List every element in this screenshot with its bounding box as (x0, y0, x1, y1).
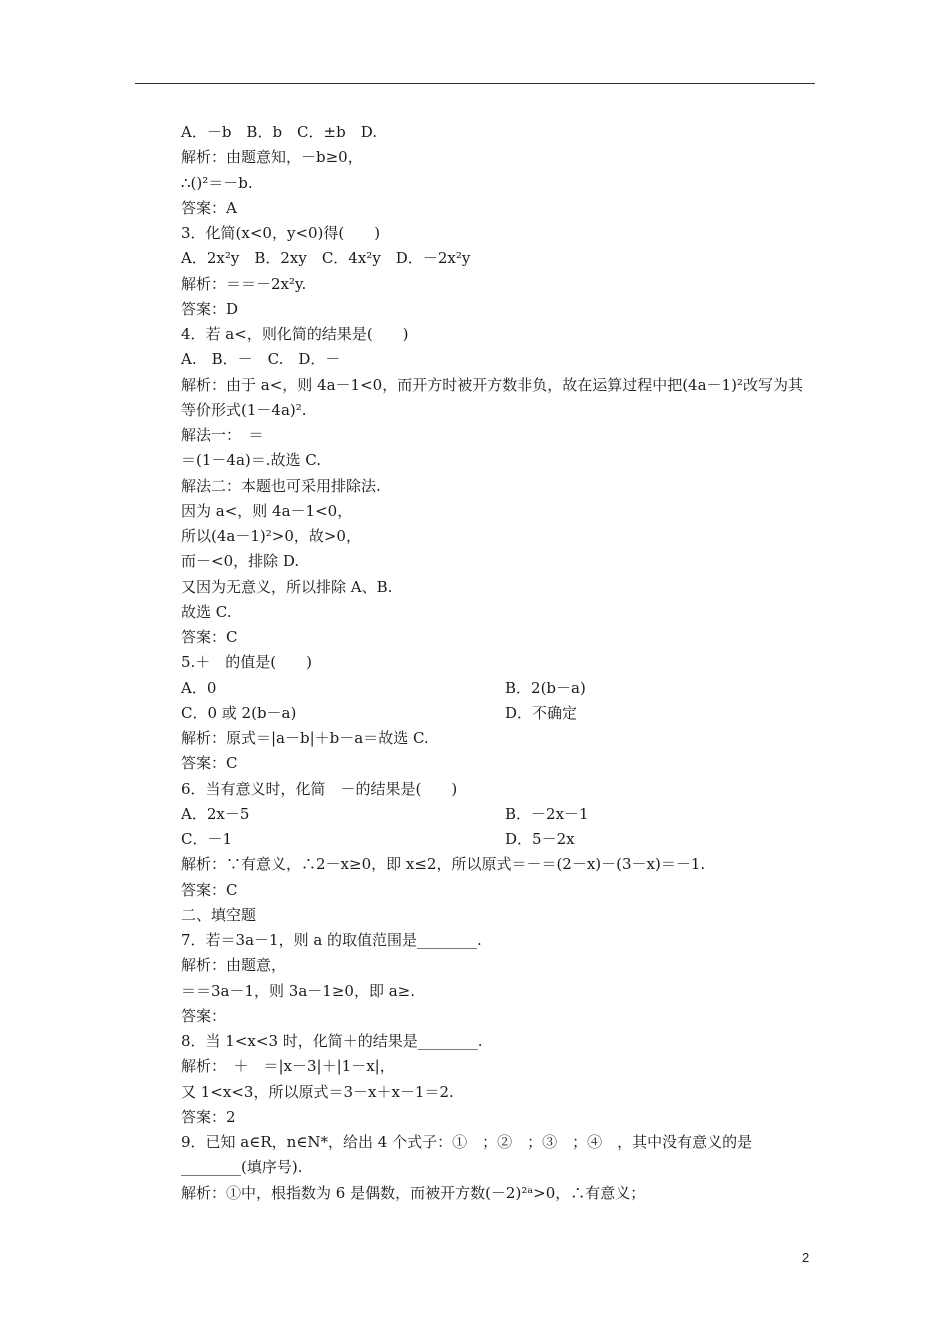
text-line: 解析：由题意知，－b≥0， (181, 148, 363, 167)
text-line: 答案：C (181, 880, 238, 899)
text-line: 答案：C (181, 628, 238, 646)
option-d: D．5－2x (505, 830, 575, 848)
option-d: D．不确定 (505, 703, 578, 722)
text-line: 答案：A (181, 198, 237, 217)
text-line: 答案：D (181, 299, 239, 318)
option-b: B．－2x－1 (505, 804, 589, 823)
text-line: 答案：C (181, 754, 238, 773)
option-a: A．2x－5 (181, 804, 250, 823)
text-line: 所以(4a－1)²>0，故>0， (181, 527, 361, 545)
option-row (135, 701, 815, 726)
option-a: A．0 (181, 678, 217, 697)
text-line: 解析：∵有意义，∴2－x≥0，即 x≤2，所以原式＝－＝(2－x)－(3－x)＝－1. (181, 855, 706, 874)
text-line: 答案： (181, 1006, 227, 1025)
text-line: 5.＋ 的值是( ) (181, 653, 313, 672)
text-line: 解析：＝＝－2x²y. (181, 274, 307, 293)
header-rule (135, 83, 815, 84)
text-line: 又因为无意义，所以排除 A、B. (181, 577, 393, 596)
text-paragraph: 解析：由于 a<，则 4a－1<0，而开方时被开方数非负，故在运算过程中把(4a－1)²改写为其等价形式(1－4a)². (181, 375, 803, 419)
text-line: 8．当 1<x<3 时，化简＋的结果是________. (181, 1032, 483, 1050)
text-line: A. B．－ C. D．－ (181, 350, 341, 369)
text-line: A．2x²y B．2xy C．4x²y D．－2x²y (181, 249, 471, 268)
option-b: B．2(b－a) (505, 678, 586, 697)
option-row (135, 802, 815, 827)
text-line: 3．化简(x<0，y<0)得( ) (181, 224, 381, 242)
text-line: A．－b B．b C．±b D. (181, 123, 377, 141)
text-line: 解法一： ＝ (181, 426, 264, 444)
option-row (135, 827, 815, 852)
text-line: 4．若 a<，则化简的结果是( ) (181, 325, 409, 343)
section-heading: 二、填空题 (181, 905, 257, 924)
text-line: 解析：原式＝|a－b|＋b－a＝故选 C. (181, 729, 429, 747)
text-line: ∴()²＝－b. (181, 173, 253, 192)
page-number: 2 (802, 1250, 810, 1265)
option-c: C．－1 (181, 830, 233, 848)
text-line: ＝＝3a－1，则 3a－1≥0，即 a≥. (181, 981, 415, 1000)
text-line: 又 1<x<3，所以原式＝3－x＋x－1＝2. (181, 1082, 454, 1101)
text-line: 解析：①中，根指数为 6 是偶数，而被开方数(－2)²ᵃ>0，∴有意义； (181, 1183, 646, 1202)
option-row (135, 676, 815, 701)
text-line: 解析：由题意， (181, 956, 287, 975)
text-line: 答案：2 (181, 1107, 236, 1126)
text-paragraph: 9．已知 a∈R，n∈N*，给出 4 个式子：① ；② ；③ ；④ ，其中没有意义的是________(填序号). (181, 1133, 753, 1177)
text-line: 解法二：本题也可采用排除法. (181, 476, 381, 495)
text-line: 6．当有意义时，化简 －的结果是( ) (181, 779, 458, 798)
text-line: 而－<0，排除 D. (181, 552, 300, 571)
text-line: ＝(1－4a)＝.故选 C. (181, 451, 321, 470)
text-line: 故选 C. (181, 602, 232, 621)
document-body (135, 120, 815, 1206)
text-line: 解析： ＋ ＝|x－3|＋|1－x|， (181, 1057, 395, 1076)
text-line: 因为 a<，则 4a－1<0， (181, 501, 353, 520)
text-line: 7．若＝3a－1，则 a 的取值范围是________. (181, 931, 482, 949)
option-c: C．0 或 2(b－a) (181, 703, 297, 722)
